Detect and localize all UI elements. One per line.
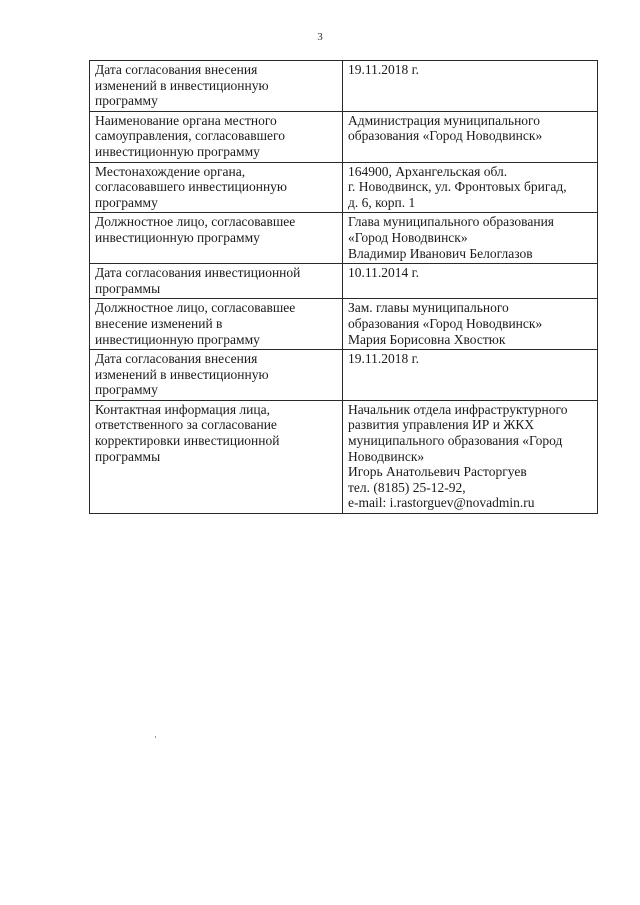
- table-row: [90, 162, 598, 213]
- row-value-line: «Город Новодвинск»: [348, 229, 468, 245]
- row-value-line: Владимир Иванович Белоглазов: [348, 245, 533, 261]
- row-label-line: программу: [95, 93, 158, 109]
- row-label-line: Наименование органа местного: [95, 112, 277, 128]
- row-value-cell: [343, 299, 598, 350]
- row-label-line: согласовавшего инвестиционную: [95, 179, 288, 195]
- row-value-cell: [343, 400, 598, 513]
- row-value-line: муниципального образования «Город: [348, 433, 563, 449]
- row-value-line: г. Новодвинск, ул. Фронтовых бригад,: [348, 179, 567, 195]
- row-value-line: Мария Борисовна Хвостюк: [348, 331, 506, 347]
- row-label-cell: [90, 111, 343, 162]
- row-label-line: внесение изменений в: [95, 315, 223, 331]
- table-row: [90, 264, 598, 299]
- row-value-cell: [343, 61, 598, 112]
- row-value-line: Новодвинск»: [348, 448, 425, 464]
- row-value-cell: [343, 350, 598, 401]
- row-value-line: образования «Город Новодвинск»: [348, 128, 543, 144]
- row-label-line: Должностное лицо, согласовавшее: [95, 300, 296, 316]
- row-value-line: Глава муниципального образования: [348, 214, 555, 230]
- investment-program-approval-table: [89, 60, 598, 514]
- row-value-line: 164900, Архангельская обл.: [348, 163, 508, 179]
- row-value-line: образования «Город Новодвинск»: [348, 315, 543, 331]
- row-label-cell: [90, 299, 343, 350]
- table-row: [90, 350, 598, 401]
- row-label-line: изменений в инвестиционную: [95, 77, 269, 93]
- row-label-line: самоуправления, согласовавшего: [95, 128, 285, 144]
- row-value-line: Игорь Анатольевич Расторгуев: [348, 464, 527, 480]
- row-label-line: Контактная информация лица,: [95, 401, 270, 417]
- row-label-line: программу: [95, 194, 158, 210]
- row-value-line: д. 6, корп. 1: [348, 194, 416, 210]
- row-label-cell: [90, 264, 343, 299]
- row-label-cell: [90, 213, 343, 264]
- row-value-line: e-mail: i.rastorguev@novadmin.ru: [348, 495, 535, 511]
- row-label-line: Местонахождение органа,: [95, 163, 246, 179]
- table-row: [90, 111, 598, 162]
- row-value-line: 10.11.2014 г.: [348, 265, 420, 281]
- row-value-line: развития управления ИР и ЖКХ: [348, 417, 535, 433]
- page-number: 3: [317, 31, 323, 43]
- row-label-cell: [90, 400, 343, 513]
- row-value-line: Начальник отдела инфраструктурного: [348, 401, 568, 417]
- row-label-cell: [90, 350, 343, 401]
- table-row: [90, 213, 598, 264]
- row-value-line: 19.11.2018 г.: [348, 62, 420, 77]
- table-row: [90, 299, 598, 350]
- row-value-line: Зам. главы муниципального: [348, 300, 509, 316]
- row-label-line: инвестиционную программу: [95, 229, 260, 245]
- row-value-cell: [343, 213, 598, 264]
- row-label-cell: [90, 61, 343, 112]
- row-label-line: программы: [95, 448, 161, 464]
- table-body: [90, 61, 598, 514]
- row-label-line: Дата согласования внесения: [95, 62, 258, 77]
- row-value-line: 19.11.2018 г.: [348, 351, 420, 367]
- row-label-line: инвестиционную программу: [95, 143, 260, 159]
- row-label-cell: [90, 162, 343, 213]
- row-label-line: программу: [95, 382, 158, 398]
- row-label-line: Дата согласования внесения: [95, 351, 258, 367]
- row-value-line: Администрация муниципального: [348, 112, 541, 128]
- table-row: [90, 61, 598, 112]
- row-label-line: корректировки инвестиционной: [95, 433, 280, 449]
- row-label-line: изменений в инвестиционную: [95, 366, 269, 382]
- row-value-cell: [343, 162, 598, 213]
- scan-artifact-dot: [155, 736, 156, 738]
- row-value-cell: [343, 264, 598, 299]
- row-label-line: Дата согласования инвестиционной: [95, 265, 301, 281]
- row-label-line: Должностное лицо, согласовавшее: [95, 214, 296, 230]
- row-label-line: ответственного за согласование: [95, 417, 277, 433]
- table-row: [90, 400, 598, 513]
- row-value-cell: [343, 111, 598, 162]
- row-label-line: инвестиционную программу: [95, 331, 260, 347]
- row-value-line: тел. (8185) 25-12-92,: [348, 479, 466, 495]
- row-label-line: программы: [95, 280, 161, 296]
